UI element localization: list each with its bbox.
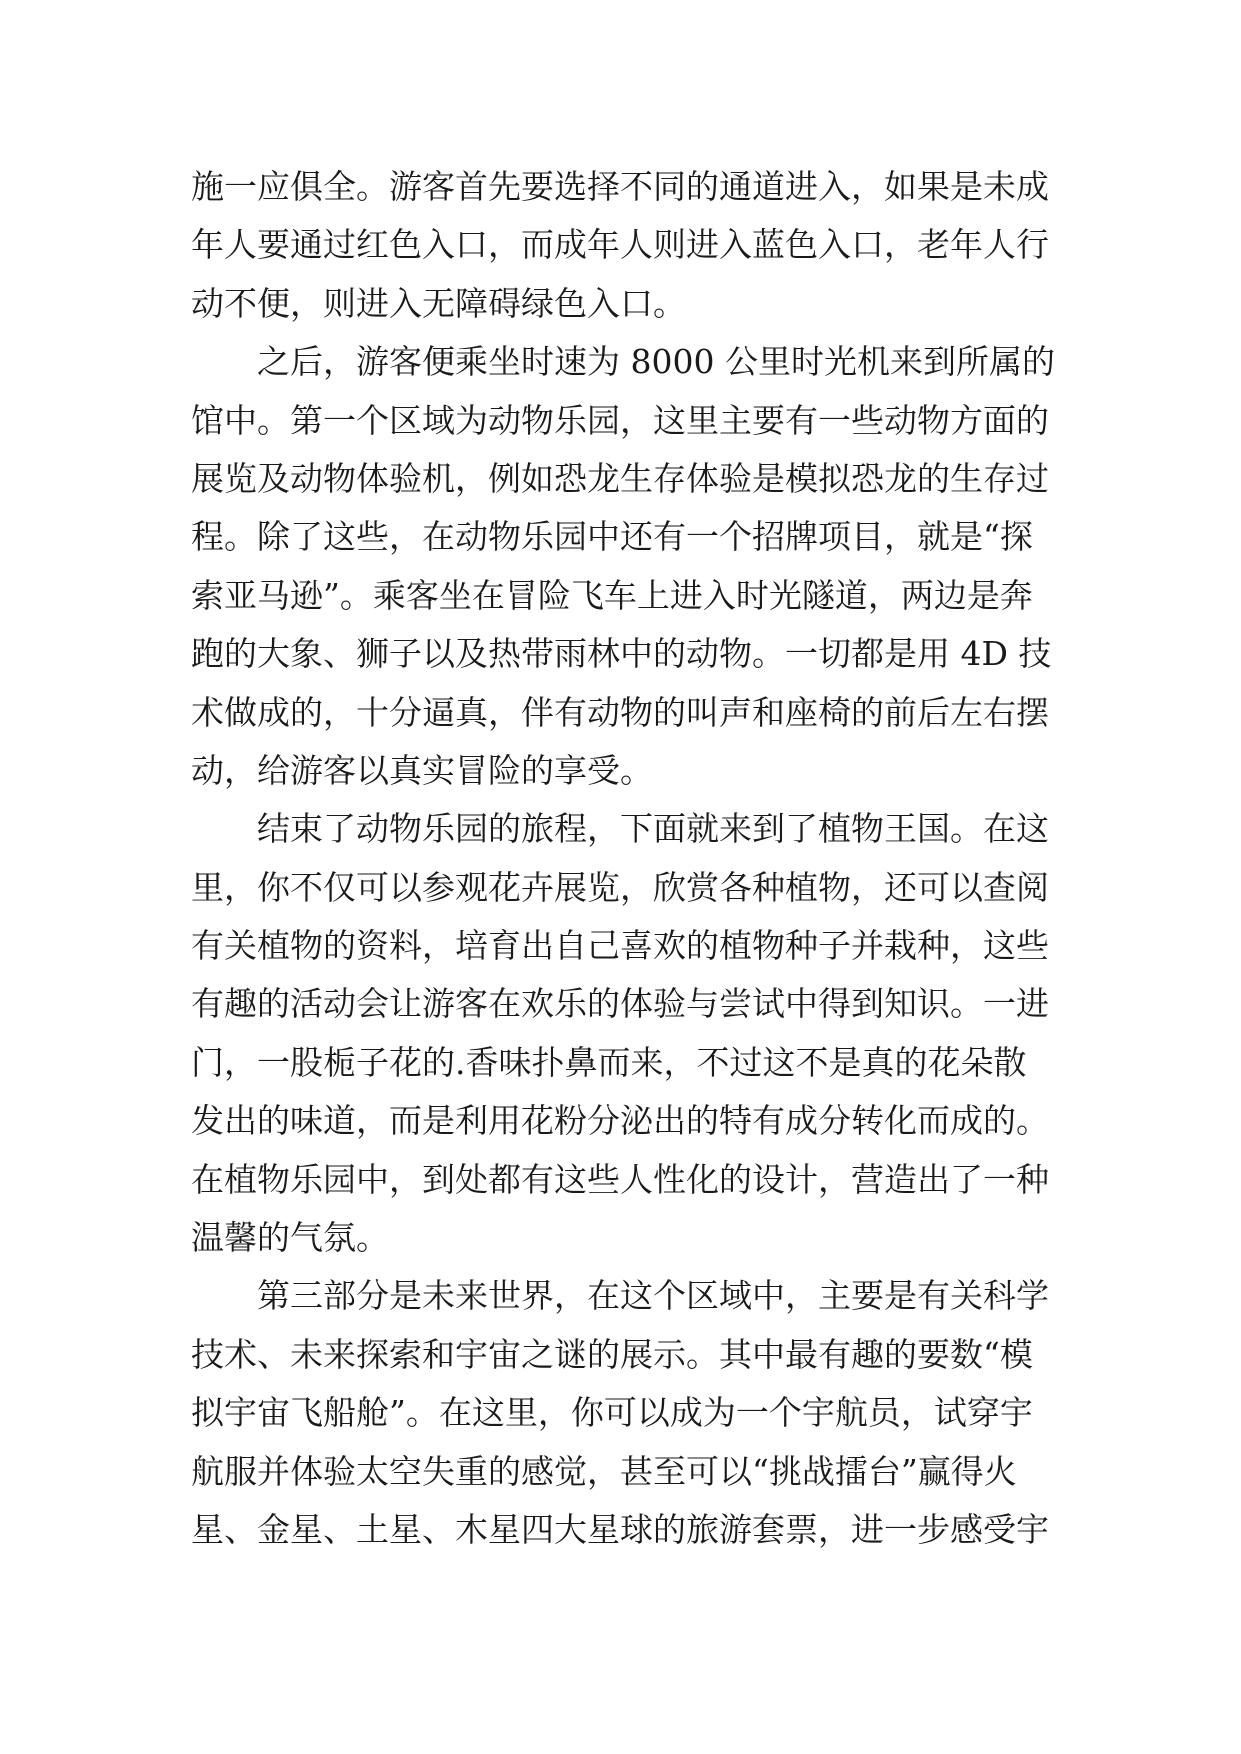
paragraph-first-line: 第三部分是未来世界，在这个区域中，主要是有关科学 [257, 1276, 1049, 1316]
text-line: 跑的大象、狮子以及热带雨林中的动物。一切都是用 4D 技 [191, 634, 1052, 674]
text-line: 有关植物的资料，培育出自己喜欢的植物种子并栽种，这些 [191, 926, 1049, 966]
text-line: 拟宇宙飞船舱”。在这里，你可以成为一个宇航员，试穿宇 [191, 1393, 1033, 1433]
text-line: 年人要通过红色入口，而成年人则进入蓝色入口，老年人行 [191, 225, 1049, 265]
text-line: 技术、未来探索和宇宙之谜的展示。其中最有趣的要数“模 [191, 1334, 1033, 1374]
text-line: 温馨的气氛。 [191, 1218, 389, 1258]
paragraph-first-line: 结束了动物乐园的旅程，下面就来到了植物王国。在这 [257, 809, 1049, 849]
text-line: 程。除了这些，在动物乐园中还有一个招牌项目，就是“探 [191, 517, 1033, 557]
text-line: 动，给游客以真实冒险的享受。 [191, 750, 653, 790]
text-line: 星、金星、土星、木星四大星球的旅游套票，进一步感受宇 [191, 1509, 1049, 1549]
body-text [191, 158, 1063, 1559]
text-line: 术做成的，十分逼真，伴有动物的叫声和座椅的前后左右摆 [191, 692, 1049, 732]
text-line: 有趣的活动会让游客在欢乐的体验与尝试中得到知识。一进 [191, 984, 1049, 1024]
text-line: 门，一股栀子花的.香味扑鼻而来，不过这不是真的花朵散 [191, 1042, 1027, 1082]
text-line: 发出的味道，而是利用花粉分泌出的特有成分转化而成的。 [191, 1101, 1049, 1141]
text-line: 展览及动物体验机，例如恐龙生存体验是模拟恐龙的生存过 [191, 458, 1049, 498]
text-line: 动不便，则进入无障碍绿色入口。 [191, 283, 686, 323]
text-line: 索亚马逊”。乘客坐在冒险飞车上进入时光隧道，两边是奔 [191, 575, 1033, 615]
text-line: 里，你不仅可以参观花卉展览，欣赏各种植物，还可以查阅 [191, 867, 1049, 907]
text-line: 馆中。第一个区域为动物乐园，这里主要有一些动物方面的 [191, 400, 1049, 440]
text-line: 航服并体验太空失重的感觉，甚至可以“挑战擂台”赢得火 [191, 1451, 1017, 1491]
text-line: 施一应俱全。游客首先要选择不同的通道进入，如果是未成 [191, 167, 1049, 206]
paragraph-first-line: 之后，游客便乘坐时速为 8000 公里时光机来到所属的 [257, 342, 1055, 382]
text-line: 在植物乐园中，到处都有这些人性化的设计，营造出了一种 [191, 1159, 1049, 1199]
